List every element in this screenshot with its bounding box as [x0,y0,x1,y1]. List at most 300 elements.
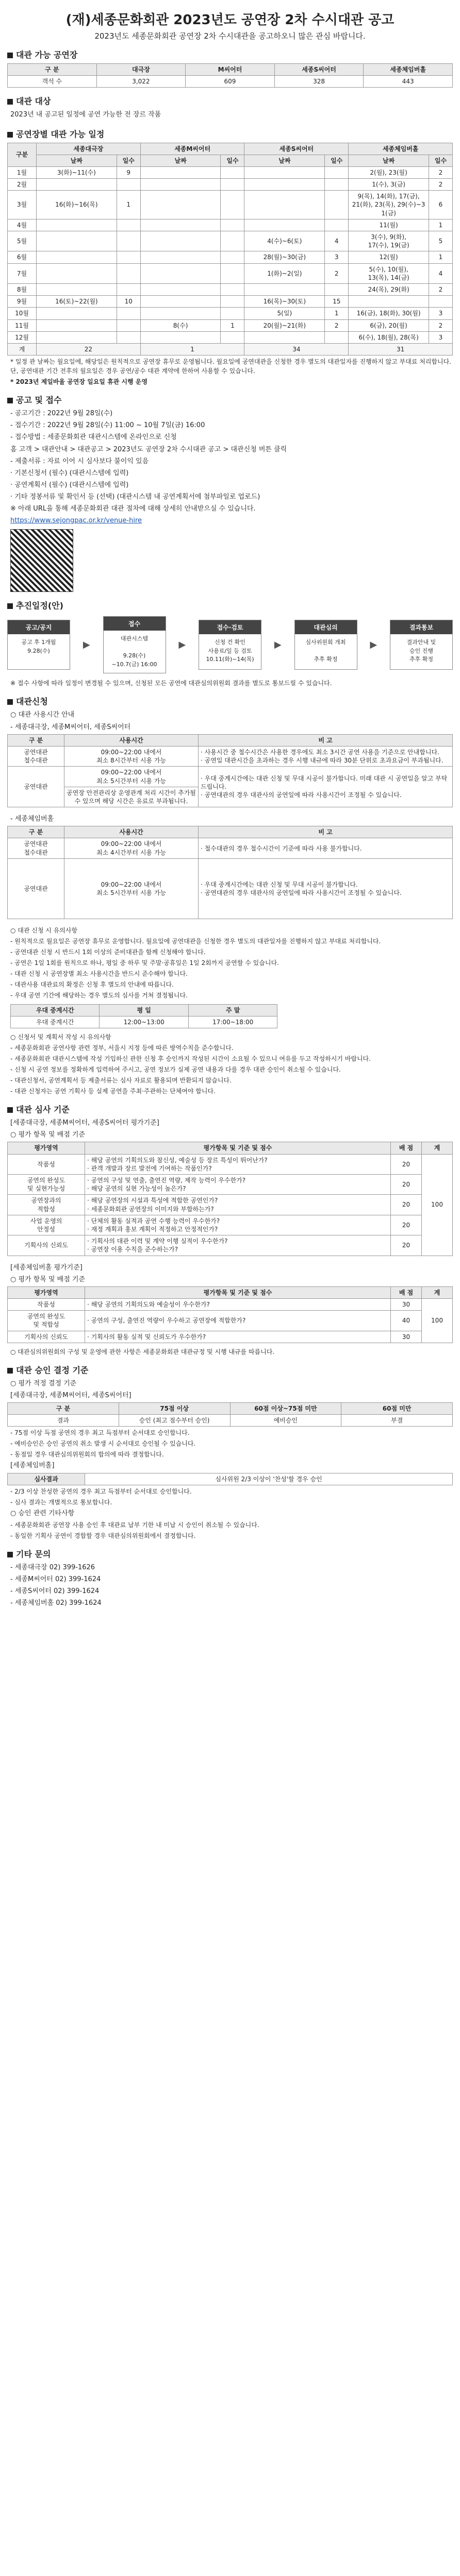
apply-item: ※ 아래 URL을 통해 세종문화회관 대관 절차에 대해 상세히 안내받으실 수 있습니다. [10,505,256,513]
detail-note: - 우대 공연 기간에 해당하는 경우 별도의 심사를 거쳐 결정됩니다. [10,991,188,999]
table-cell [244,219,325,231]
table-cell: · 단체의 활동 실적과 공연 수행 능력이 우수한가? · 재정 계획과 홍보 계획이 적정하고 안정적인가? [85,1215,391,1235]
table-cell [140,219,221,231]
apply-item: - 접수기간 : 2022년 9월 28일(수) 11:00 ~ 10월 7일(금) 16:00 [10,421,205,430]
table-cell [37,179,117,191]
table-cell [117,308,140,319]
arrow-right-icon: ▶ [83,639,90,651]
table-cell [221,231,244,251]
table-cell: 9월 [8,296,37,308]
table-cell: 결과 [8,1415,119,1427]
table-cell [140,191,221,219]
table-row [8,191,453,219]
table-cell: 심사위원 2/3 이상이 '찬성'할 경우 승인 [85,1473,453,1485]
square-bullet-icon [7,1107,13,1113]
apply-item: - 제출서류 : 자료 이어 시 심사보다 불이익 있음 [10,457,149,465]
table-header: 일수 [221,155,244,166]
table-cell: 사업 운영의 안정성 [8,1215,85,1235]
table-cell [244,179,325,191]
table-row [8,166,453,178]
table-cell [37,331,117,343]
table-row [8,319,453,331]
detail-note: - 공연대관 신청 시 반드시 1회 이상의 준비대관을 함께 신청해야 합니다. [10,948,206,956]
table-cell: · 우대 중계시간에는 대관 신청 및 무대 시공이 불가합니다. · 공연대관의 경우 대관사의 공연일에 따라 사용시간이 조정될 수 있습니다. [199,858,453,919]
venue-hire-link[interactable]: https://www.sejongpac.or.kr/venue-hire [10,517,142,525]
table-cell: 15 [325,296,349,308]
table-cell: 공연대관 [8,767,64,807]
table-header: 60점 미만 [341,1403,453,1415]
table-row [8,219,453,231]
table-cell: 기획사의 신뢰도 [8,1235,85,1256]
table-cell: · 해당 공연장의 시설과 특성에 적합한 공연인가? · 세종문화회관 공연장의 이미지와 부합하는가? [85,1195,391,1215]
table-header: 대극장 [96,64,186,76]
table-cell [37,319,117,331]
table-cell: · 기획사의 활동 실적 및 신뢰도가 우수한가? [85,1331,391,1343]
table-cell: 1 [221,319,244,331]
table-header: 구 분 [8,64,97,76]
table-cell [221,331,244,343]
table-cell [140,231,221,251]
section-criteria [7,1103,453,1357]
table-cell [117,319,140,331]
table-row [8,1195,453,1215]
table-cell [140,283,221,295]
table-row [8,283,453,295]
table-cell: 4 [325,231,349,251]
table-header: 평가영역 [8,1286,85,1298]
table-header: 평가영역 [8,1142,85,1154]
table-cell [117,263,140,283]
arrow-right-icon: ▶ [178,639,186,651]
process-step: 대관심의 심사위원회 개최 추후 확정 [294,620,357,670]
table-header: 세종M씨어터 [140,143,244,155]
table-cell: 100 [422,1298,453,1343]
table-header: 비 고 [199,826,453,838]
process-flow [7,616,453,673]
table-cell: 1 [429,251,453,263]
section-heading: 대관 승인 결정 기준 [16,1365,89,1375]
criteria-text: [세종체임버홀 평가기준] [10,1263,83,1272]
table-header: 구 분 [8,734,64,746]
section-contact [7,1548,453,1609]
square-bullet-icon [7,398,13,403]
table-row [8,1235,453,1256]
usage-time-table [7,734,453,807]
table-cell [37,231,117,251]
table-cell: 443 [364,76,453,88]
table-row [8,296,453,308]
criteria-table [7,1142,453,1256]
table-cell: 28(월)~30(금) [244,251,325,263]
process-step: 결과통보 결과안내 및 승인 진행 추후 확정 [390,620,453,670]
detail-text: ○ 대관 사용시간 안내 [10,711,75,719]
apply-item: · 기본신청서 (필수) (대관시스템에 입력) [10,469,129,477]
table-row [8,263,453,283]
table-cell: 9 [117,166,140,178]
detail-note: - 대관 신청 시 공연장별 최소 사용시간을 반드시 준수해야 합니다. [10,970,188,977]
table-cell [325,219,349,231]
page-title: (재)세종문화회관 2023년도 공연장 2차 수시대관 공고 [65,12,395,28]
table-cell [221,296,244,308]
section-heading: 공고 및 접수 [16,395,62,405]
detail-note: ○ 신청서 및 계획서 작성 시 유의사항 [10,1033,111,1041]
table-cell: 공연장 안전관리상 운영관계 처리 시간이 추가될 수 있으며 해당 시간은 유료로 부과됩니다. [64,787,199,807]
table-cell [117,331,140,343]
table-cell: 작품성 [8,1154,85,1174]
criteria-note: ○ 대관심의위원회의 구성 및 운영에 관한 사항은 세종문화회관 대관규정 및 시행 내규를 따릅니다. [10,1348,275,1355]
table-cell: 16(토)~22(월) [37,296,117,308]
schedule-note: * 일정 관 날짜는 월요일에, 해당일은 원칙적으로 공연장 휴무로 운영됩니다. 월요일에 공연대관을 신청한 경우 별도의 대관일자를 진행하지 않고 부대료 처리합니다. 단, 공연대관 기간 전후의 월요일은 경우 공연/공수 대관 계약에 한하여 사용할 수 있습니다. [10,358,451,375]
table-row [8,1298,453,1310]
table-cell: 6 [429,191,453,219]
detail-note: - 원칙적으로 월요일은 공연장 휴무로 운영합니다. 월요일에 공연대관을 신청한 경우 별도의 대관일자를 진행하지 않고 부대료 처리합니다. [10,937,381,945]
square-bullet-icon [7,53,13,58]
section-apply-detail [7,695,453,1096]
table-cell: 공연의 완성도 및 실현가능성 [8,1175,85,1195]
table-cell: 부결 [341,1415,453,1427]
table-cell: · 우대 중계시간에는 대관 신청 및 무대 시공이 불가합니다. 미래 대관 시 공연일을 알고 부탁드립니다. · 공연대관의 경우 대관사의 공연일에 따라 사용시간이 조정될 수 있습니다. [199,767,453,807]
table-cell: 승인 (최고 점수부터 승인) [119,1415,230,1427]
table-cell: 공연대관 철수대관 [8,838,64,858]
table-cell: 3 [429,308,453,319]
table-cell: 1(수), 3(금) [349,179,429,191]
table-cell: 09:00~22:00 내에서 최소 4시간부터 시용 가능 [64,838,199,858]
table-cell [37,283,117,295]
table-cell: 30 [391,1331,422,1343]
table-cell [221,283,244,295]
table-header: 평가항목 및 기준 및 점수 [85,1142,391,1154]
table-cell [244,166,325,178]
table-row [8,1175,453,1195]
section-heading: 기타 문의 [16,1549,51,1559]
square-bullet-icon [7,132,13,138]
table-cell: 1 [117,191,140,219]
detail-note: - 공연은 1일 1회를 원칙으로 하나, 평일 중 하루 및 주말·공휴일은 1일 2회까지 공연할 수 있습니다. [10,959,279,967]
section-heading: 대관신청 [16,697,48,707]
table-cell: 609 [186,76,275,88]
schedule-table [7,143,453,356]
table-cell: 5(일) [244,308,325,319]
table-cell: 10 [117,296,140,308]
table-cell: 2 [325,319,349,331]
table-cell: · 해당 공연의 기획의도와 참신성, 예술성 등 장르 특성이 뛰어난가? · 관객 개발과 장르 발전에 기여하는 작품인가? [85,1154,391,1174]
qr-code-icon [10,529,73,592]
detail-note: - 세종문화회관 대관시스템에 작성 기입하신 관한 신청 후 승인까지 작성된 시간이 소요될 수 있으니 여유를 두고 작성하시기 바랍니다. [10,1055,371,1063]
apply-item: · 공연계획서 (필수) (대관시스템에 입력) [10,481,129,489]
table-cell: 2 [325,263,349,283]
table-cell [325,283,349,295]
table-cell: 2 [429,179,453,191]
detail-text: - 세종대극장, 세종M씨어터, 세종S씨어터 [10,723,131,731]
table-cell: 20(월)~21(화) [244,319,325,331]
table-cell [117,283,140,295]
table-cell: 328 [274,76,364,88]
table-row [8,231,453,251]
table-cell [37,251,117,263]
contact-item: - 세종대극장 02) 399-1626 [10,1563,95,1571]
table-cell: 3(화)~11(수) [37,166,117,178]
square-bullet-icon [7,1368,13,1374]
table-cell: 20 [391,1215,422,1235]
schedule-note: * 2023년 제일바울 공연장 일요일 휴관 시행 운영 [10,378,147,386]
section-heading: 대관 심사 기준 [16,1105,70,1115]
table-header: 사용시간 [64,734,199,746]
table-header: 75점 이상 [119,1403,230,1415]
table-cell [37,263,117,283]
table-cell: · 해당 공연의 기획의도와 예술성이 우수한가? [85,1298,391,1310]
table-cell: 객석 수 [8,76,97,88]
table-cell: 24(목), 29(화) [349,283,429,295]
square-bullet-icon [7,603,13,609]
table-header: 평가항목 및 기준 및 점수 [85,1286,391,1298]
decision-note: - 동일한 기획사 공연이 경합할 경우 대관심의위원회에서 결정합니다. [10,1532,196,1539]
table-cell [325,166,349,178]
table-cell [221,308,244,319]
table-cell [325,331,349,343]
decision-table [7,1402,453,1427]
table-cell [244,331,325,343]
table-cell: 2(월), 23(월) [349,166,429,178]
table-header: 세종S씨어터 [244,143,349,155]
table-cell: 2 [429,166,453,178]
table-row [8,1215,453,1235]
table-header: 세종체임버홀 [349,143,453,155]
square-bullet-icon [7,99,13,105]
table-cell: 5 [429,231,453,251]
decision-text: ○ 평가 적정 결정 기준 [10,1379,77,1387]
table-cell: 16(금), 18(화), 30(월) [349,308,429,319]
table-cell [221,166,244,178]
table-cell: 20 [391,1175,422,1195]
criteria-text: ○ 평가 항목 및 배점 기준 [10,1275,86,1283]
table-cell [325,179,349,191]
table-cell: 12(월) [349,251,429,263]
square-bullet-icon [7,699,13,705]
apply-item: - 접수방법 : 세종문화회관 대관시스템에 온라인으로 신청 [10,433,177,442]
table-header: 심사결과 [8,1473,85,1485]
decision-text: [세종체임버홀] [10,1462,55,1470]
section-capacity [7,48,453,88]
table-cell [325,191,349,219]
chamber-criteria-table [7,1286,453,1343]
table-cell: 1 [325,308,349,319]
table-cell: · 공연의 구성, 출연진 역량이 우수하고 공연장에 적합한가? [85,1311,391,1331]
decision-note: - 세종문화회관 공연장 사용 승인 후 대관료 납부 기한 내 미납 시 승인이 취소될 수 있습니다. [10,1521,259,1529]
table-cell: · 기획사의 대관 이력 및 계약 이행 실적이 우수한가? · 공연장 이용 수칙을 준수하는가? [85,1235,391,1256]
table-row [8,331,453,343]
table-cell: 6(수), 18(월), 28(목) [349,331,429,343]
table-row [8,251,453,263]
section-decision [7,1364,453,1540]
peak-time-table [10,1004,277,1028]
detail-note: - 대관 신청자는 공연 기획사 등 실제 공연을 주최·주관하는 단체여야 합니다. [10,1088,216,1095]
table-row [8,179,453,191]
table-cell: 공연대관 철수대관 [8,746,64,766]
page-subtitle: 2023년도 세종문화회관 공연장 2차 수시대관을 공고하오니 많은 관심 바랍니다. [94,31,366,41]
detail-note: - 대관신청서, 공연계획서 등 제출서류는 심사 자료로 활용되며 반환되지 않습니다. [10,1077,232,1084]
table-header: 날짜 [140,155,221,166]
table-cell [221,263,244,283]
table-cell: 3 [429,331,453,343]
table-cell [117,251,140,263]
table-cell [117,231,140,251]
table-cell: 6월 [8,251,37,263]
table-cell: 우대 중계시간 [11,1016,100,1028]
table-cell: 3,022 [96,76,186,88]
table-row [8,1331,453,1343]
decision-note: - 75점 이상 득점 공연의 경우 최고 득점부터 순서대로 승인합니다. [10,1429,190,1437]
table-header: 구 분 [8,1403,119,1415]
table-cell: 100 [422,1154,453,1256]
table-cell: 20 [391,1154,422,1174]
table-cell: 11월 [8,319,37,331]
target-text: 2023년 내 공고된 일정에 공연 가능한 전 장르 작품 [10,111,161,119]
table-cell: 공연의 완성도 및 적합성 [8,1311,85,1331]
table-cell: 40 [391,1311,422,1331]
table-cell: 6(금), 20(월) [349,319,429,331]
table-header: 사용시간 [64,826,199,838]
table-cell: 공연장과의 적합성 [8,1195,85,1215]
decision-note: - 2/3 이상 찬성한 공연의 경우 최고 득점부터 순서대로 승인합니다. [10,1487,192,1495]
criteria-text: ○ 평가 항목 및 배점 기준 [10,1131,86,1139]
table-header: 비 고 [199,734,453,746]
decision-note: - 심사 결과는 개별적으로 통보합니다. [10,1498,112,1506]
decision-text: ○ 승인 관련 기타사항 [10,1509,75,1517]
table-cell [140,179,221,191]
table-row [8,1311,453,1331]
table-cell: · 사용시간 중 철수시간은 사용한 경우에도 최소 3시간 공연 사용을 기준으로 안내합니다. · 공연일 대관시간을 초과하는 경우 시행 내규에 따라 30분 단위로 초과요금이 부과됩니다. [199,746,453,766]
table-header: M씨어터 [186,64,275,76]
table-cell: 기획사의 신뢰도 [8,1331,85,1343]
section-heading: 추진일정(안) [16,601,63,611]
total-cell: 계 [8,343,37,355]
table-cell: 8(수) [140,319,221,331]
table-header: 구 분 [8,826,64,838]
table-header: 배 점 [391,1142,422,1154]
table-header: 날짜 [37,155,117,166]
table-cell: 17:00~18:00 [188,1016,277,1028]
table-header: 일수 [429,155,453,166]
table-cell: 4 [429,263,453,283]
total-cell: 22 [37,343,141,355]
table-cell [244,191,325,219]
detail-text: - 세종체임버홀 [10,815,54,823]
chamber-decision-table [7,1473,453,1485]
total-cell: 1 [140,343,244,355]
table-cell: 16(화)~16(목) [37,191,117,219]
process-step: 접수 대관시스템 9.28(수) ~10.7(금) 16:00 [103,616,166,673]
arrow-right-icon: ▶ [274,639,282,651]
table-cell: 3월 [8,191,37,219]
table-cell: 30 [391,1298,422,1310]
detail-note: - 신청 시 공연 정보를 정확하게 입력하여 주시고, 공연 정보가 실제 공연 내용과 다를 경우 대관 승인이 취소될 수 있습니다. [10,1066,341,1074]
table-cell: 10월 [8,308,37,319]
contact-item: - 세종체임버홀 02) 399-1624 [10,1599,102,1607]
table-row [8,1154,453,1174]
table-cell: 12:00~13:00 [100,1016,188,1028]
table-cell: 12월 [8,331,37,343]
table-cell: 공연대관 [8,858,64,919]
table-header: 세종대극장 [37,143,141,155]
contact-item: - 세종M씨어터 02) 399-1624 [10,1575,101,1583]
table-cell [221,191,244,219]
section-heading: 대관 가능 공연장 [16,50,78,60]
table-cell [140,166,221,178]
contact-item: - 세종S씨어터 02) 399-1624 [10,1587,100,1596]
table-cell: 1 [429,219,453,231]
section-apply [7,394,453,592]
arrow-right-icon: ▶ [370,639,377,651]
table-header: 우대 중계시간 [11,1004,100,1016]
table-header: 구분 [8,143,37,166]
table-header: 일수 [325,155,349,166]
chamber-usage-table [7,826,453,919]
table-header: 계 [422,1142,453,1154]
table-cell: 16(목)~30(토) [244,296,325,308]
table-header: 주 말 [188,1004,277,1016]
table-cell: 예비승인 [230,1415,341,1427]
table-cell [140,251,221,263]
table-cell [429,296,453,308]
table-cell: · 공연의 구성 및 연출, 출연진 역량, 제작 능력이 우수한가? · 해당 공연의 실현 가능성이 높은가? [85,1175,391,1195]
table-cell [117,219,140,231]
table-cell: 11(월) [349,219,429,231]
detail-note: - 대관사용 대관료의 확정은 신청 후 별도의 안내에 따릅니다. [10,980,174,988]
criteria-text: [세종대극장, 세종M씨어터, 세종S씨어터 평가기준] [10,1119,159,1127]
section-process [7,599,453,688]
table-cell [349,296,429,308]
table-header: 계 [422,1286,453,1298]
table-cell [221,219,244,231]
table-header: 세종체임버홀 [364,64,453,76]
apply-item: - 공고기간 : 2022년 9월 28일(수) [10,410,113,418]
table-cell [244,283,325,295]
table-cell [221,179,244,191]
square-bullet-icon [7,1552,13,1557]
table-cell: 2 [429,319,453,331]
process-step: 공고/공지 공고 후 1개월 9.28(수) [7,620,70,670]
table-cell: 7월 [8,263,37,283]
table-cell [140,331,221,343]
decision-text: [세종대극장, 세종M씨어터, 세종S씨어터] [10,1391,132,1399]
apply-item: · 기타 정봉서류 및 확인서 등 (선택) (대관시스템 내 공연계획서에 첨부파일로 업로드) [10,493,260,501]
decision-note: - 예비승인은 승인 공연의 취소 발생 시 순서대로 승인될 수 있습니다. [10,1440,196,1448]
table-cell [221,251,244,263]
table-header: 날짜 [349,155,429,166]
table-cell [140,296,221,308]
section-target [7,95,453,120]
process-step: 접수·검토 신청 건 확인 사용료/일 등 검토 10.11(화)~14(목) [199,620,261,670]
apply-item: 홈 고객 > 대관안내 > 대관공고 > 2023년도 공연장 2차 수시대관 공고 > 대관신청 버튼 클릭 [10,445,287,453]
table-header: 배 점 [391,1286,422,1298]
table-cell: 09:00~22:00 내에서 최소 5시간부터 시용 가능 [64,767,199,787]
table-cell: 8월 [8,283,37,295]
table-row [8,308,453,319]
table-header: 세종S씨어터 [274,64,364,76]
detail-note: ○ 대관 신청 시 유의사항 [10,926,78,934]
process-note: ※ 접수 사항에 따라 일정이 변경될 수 있으며, 신청된 모든 공연에 대관심의위원회 결과를 별도로 통보드릴 수 있습니다. [10,680,332,687]
table-cell [37,219,117,231]
table-cell [140,308,221,319]
table-cell [37,308,117,319]
table-cell: 2월 [8,179,37,191]
table-cell: 5월 [8,231,37,251]
section-heading: 대관 대상 [16,96,51,107]
table-cell: 20 [391,1195,422,1215]
total-cell: 31 [349,343,453,355]
table-header: 날짜 [244,155,325,166]
table-cell: 1월 [8,166,37,178]
